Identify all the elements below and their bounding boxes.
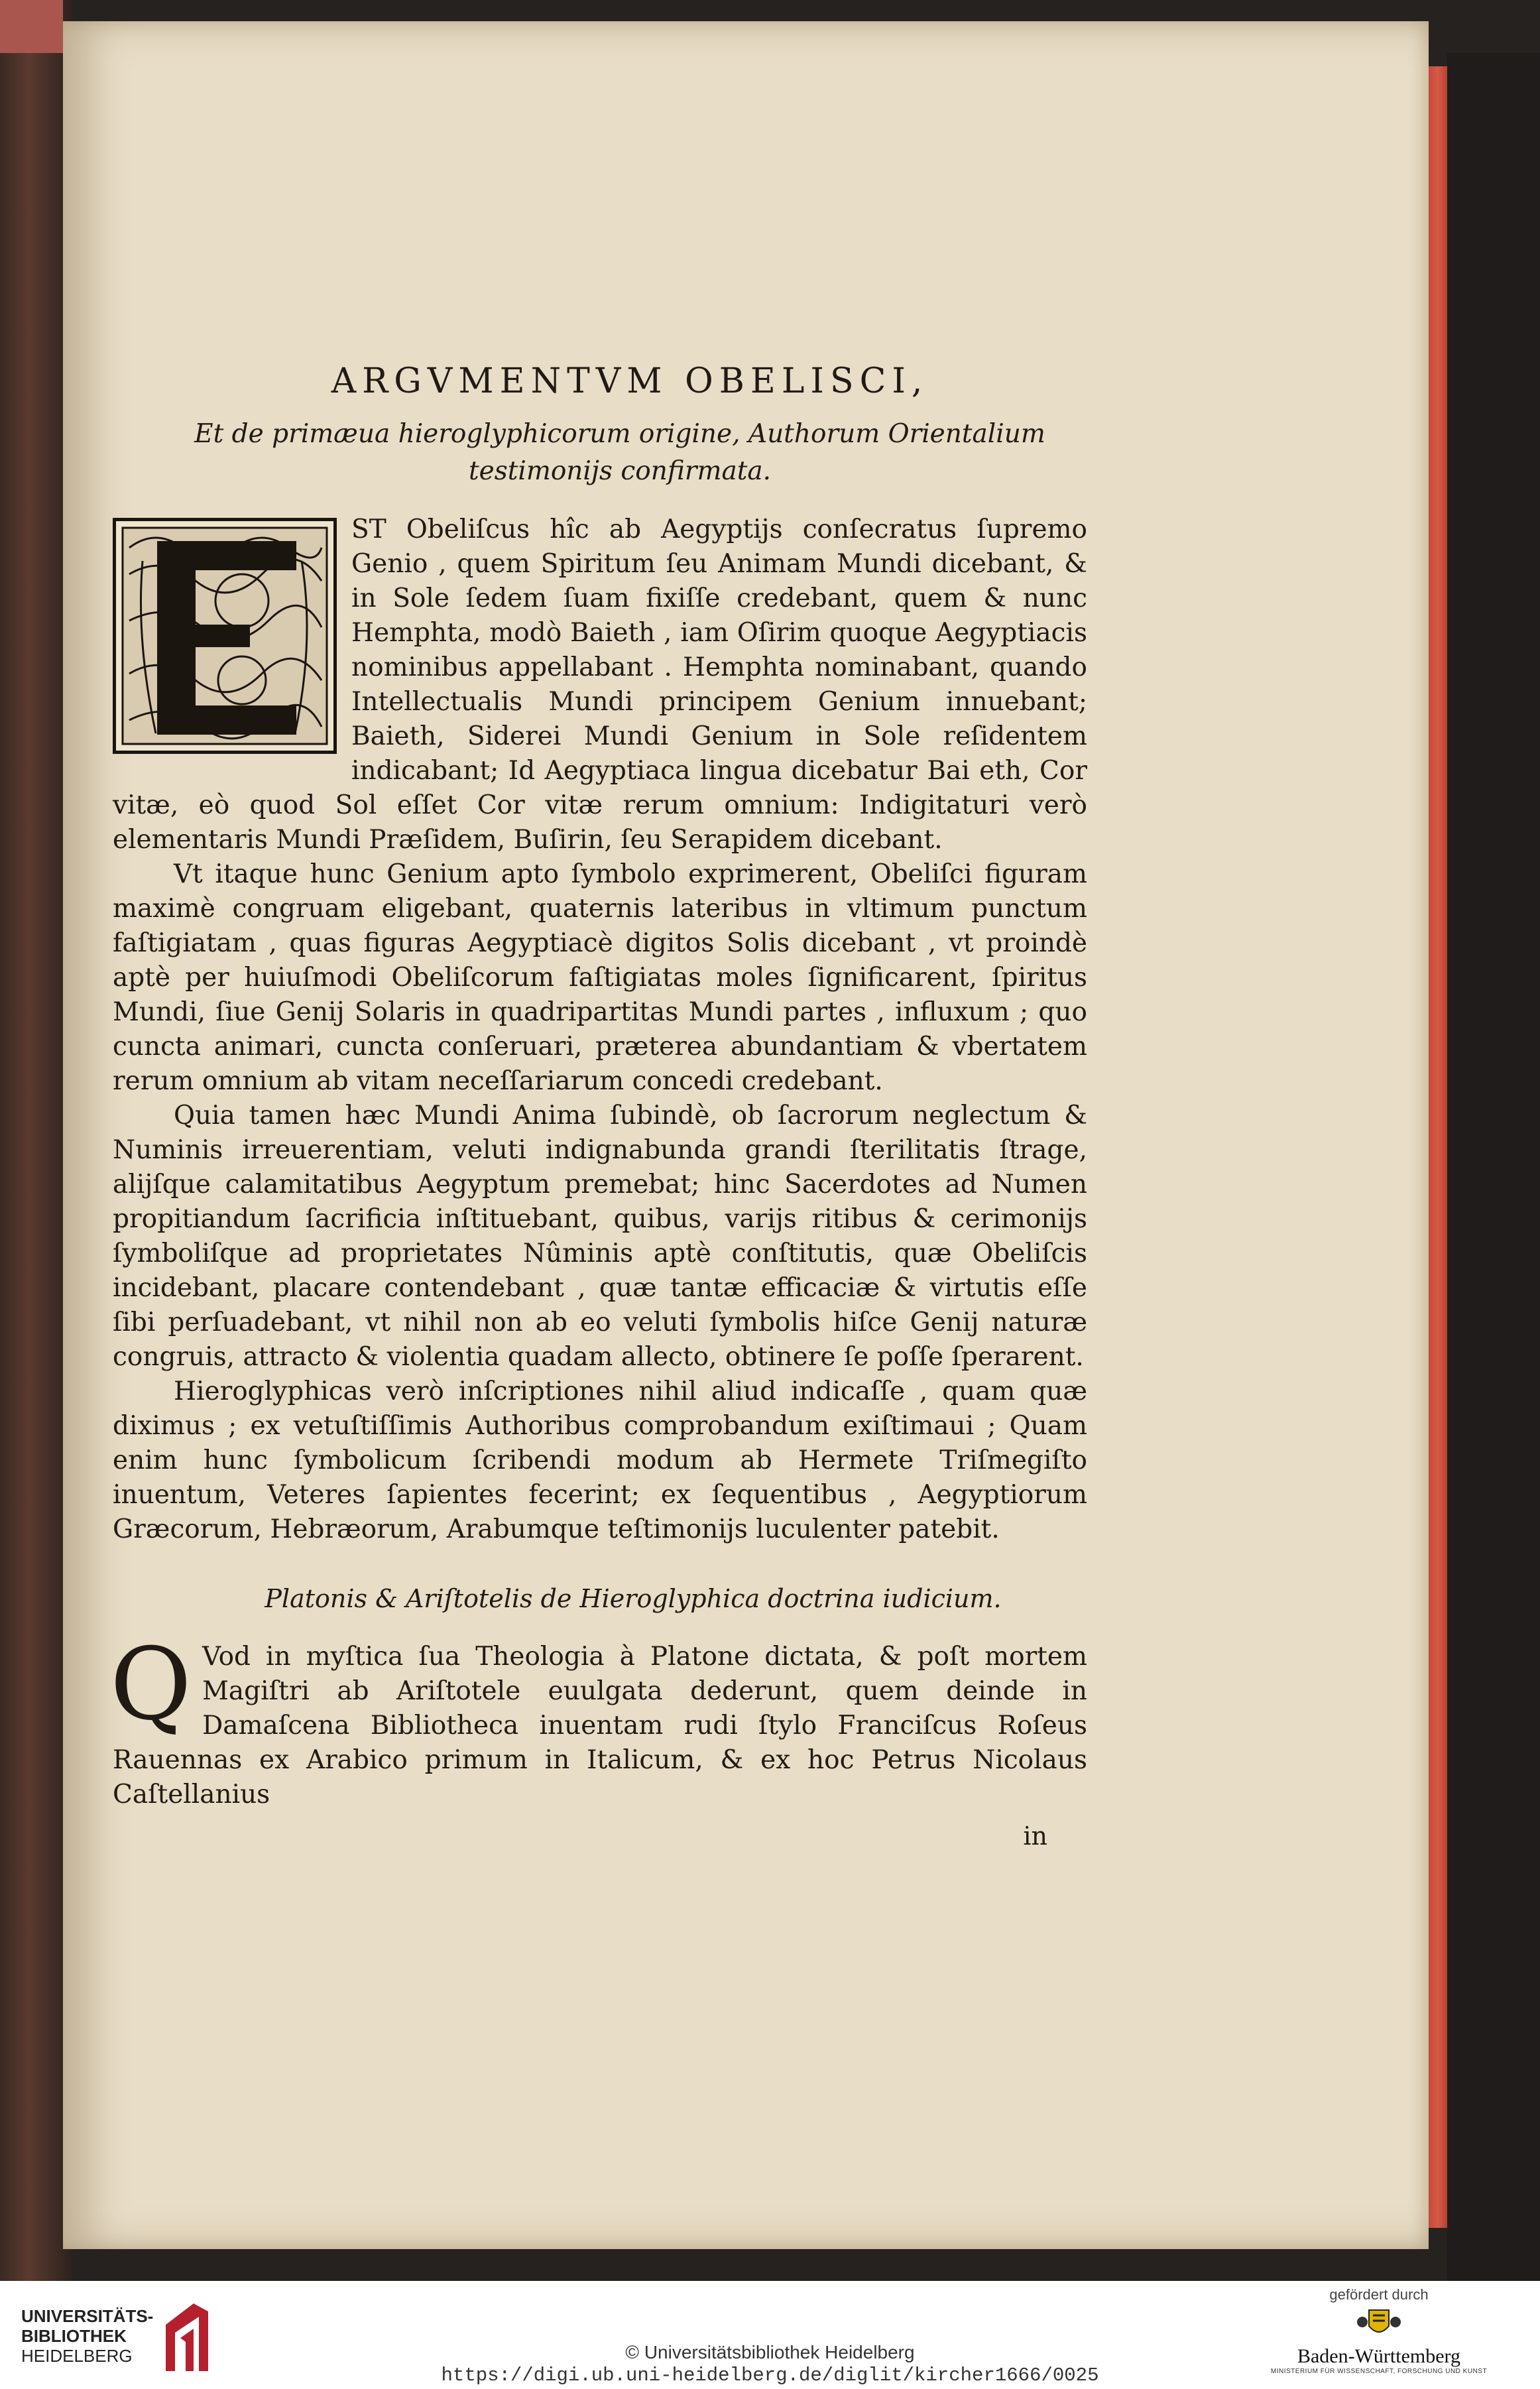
subtitle-line: Et de primæua hieroglyphicorum origine, Authorum Orientalium <box>194 419 1045 449</box>
paragraph-1: ST Obeliſcus hîc ab Aegyptijs conſecratus ſupremo Genio , quem Spiritum ſeu Animam Mundi dicebant, & in Sole ſedem ſuam fixiſſe credebant, quem & nunc Hemphta, modò Baieth , iam Oſirim quoque Aegyptiacis nominibus appellabant . Hemphta nominabant, quando Intellectualis Mundi principem Genium innuebant; Baieth, Siderei Mundi Genium in Sole reſidentem indicabant; Id Aegyptiaca lingua dicebatur Bai eth, Cor vitæ, eò quod Sol eſſet Cor vitæ rerum omnium: Indigitaturi verò elementaris Mundi Præſidem, Buſirin, ſeu Serapidem dicebant. <box>113 515 1087 855</box>
funder-name: Baden-Württemberg <box>1297 2345 1461 2367</box>
library-name-line: UNIVERSITÄTS- <box>21 2306 154 2326</box>
paragraph-3: Quia tamen hæc Mundi Anima ſubindè, ob ſacrorum neglectum & Numinis irreuerentiam, veluti indignabunda grandi ſterilitatis ſtrage, alijſque calamitatibus Aegyptum premebat; hinc Sacerdotes ad Numen propitiandum ſacrificia inſtituebant, quibus, varijs ritibus & cerimonijs ſymboliſque ad proprietates Nûminis aptè conſtitutis, quæ Obeliſcis incidebant, placare contendebant , quæ tantæ efficaciæ & virtutis eſſe ſibi perſuadebant, vt nihil non ab eo veluti ſymbolis hiſce Genij naturæ congruis, attracto & violentia quadam allecto, obtinere ſe poſſe ſperarent. <box>113 1101 1087 1372</box>
library-name-line: HEIDELBERG <box>21 2346 133 2366</box>
library-name-line: BIBLIOTHEK <box>21 2326 127 2346</box>
page-subtitle <box>152 416 1087 490</box>
drop-cap-q: Q <box>110 1627 192 1743</box>
permalink[interactable]: https://digi.ub.uni-heidelberg.de/diglit/kircher1666/0025 <box>441 2364 1099 2386</box>
page-title: ARGVMENTVM OBELISCI, <box>331 361 929 401</box>
first-paragraph-block <box>113 513 1087 857</box>
page-content <box>110 361 1087 1851</box>
paragraph-5: Vod in myſtica ſua Theologia à Platone dictata, & poſt mortem Magiſtri ab Ariſtotele euulgata dederunt, quem deinde in Damaſcena Bibliotheca inuentam rudi ſtylo Franciſcus Roſeus Rauennas ex Arabico primum in Italicum, & ex hoc Petrus Nicolaus Caſtellanius <box>113 1642 1087 1809</box>
book-edge <box>1447 53 1540 2281</box>
funder-logo[interactable] <box>1240 2286 1518 2386</box>
section-heading: Platonis & Ariſtotelis de Hieroglyphica doctrina iudicium. <box>265 1584 1002 1613</box>
state-crest-icon <box>1356 2306 1402 2341</box>
footer <box>0 2281 1540 2389</box>
copyright-notice: © Universitätsbibliothek Heidelberg <box>625 2342 915 2362</box>
ornament-icon <box>116 521 333 751</box>
ornamental-initial <box>113 518 337 754</box>
binding-ribbon <box>0 0 63 53</box>
paragraph-2: Vt itaque hunc Genium apto ſymbolo exprimerent, Obeliſci figuram maximè congruam eligebant, quaternis lateribus in vltimum punctum faſtigiatam , quas figuras Aegyptiacè digitos Solis dicebant , vt proindè aptè per huiuſmodi Obeliſcorum faſtigiatas moles ſignificarent, ſpiritus Mundi, ſiue Genij Solaris in quadripartitas Mundi partes , influxum ; quo cuncta animari, cuncta conſeruari, præterea abundantiam & vbertatem rerum omnium ab vitam neceſſariarum concedi credebant. <box>113 859 1087 1096</box>
book-binding <box>0 0 73 2281</box>
catchword: in <box>1023 1821 1047 1851</box>
paragraph-4: Hieroglyphicas verò inſcriptiones nihil aliud indicaſſe , quam quæ diximus ; ex vetuſtiſſimis Authoribus comprobandum exiſtimaui ; Quam enim hunc ſymbolicum ſcribendi modum ab Hermete Triſmegiſto inuentum, Veteres ſapientes fecerint; ex ſequentibus , Aegyptiorum Græcorum, Hebræorum, Arabumque teſtimonijs luculenter patebit. <box>113 1377 1087 1544</box>
funded-by-label: gefördert durch <box>1329 2286 1429 2303</box>
last-paragraph-block <box>110 1627 1087 1812</box>
subtitle-line: testimonijs confirmata. <box>468 456 772 486</box>
funder-ministry: MINISTERIUM FÜR WISSENSCHAFT, FORSCHUNG UND KUNST <box>1270 2368 1488 2375</box>
red-page-edge <box>1429 66 1447 2228</box>
